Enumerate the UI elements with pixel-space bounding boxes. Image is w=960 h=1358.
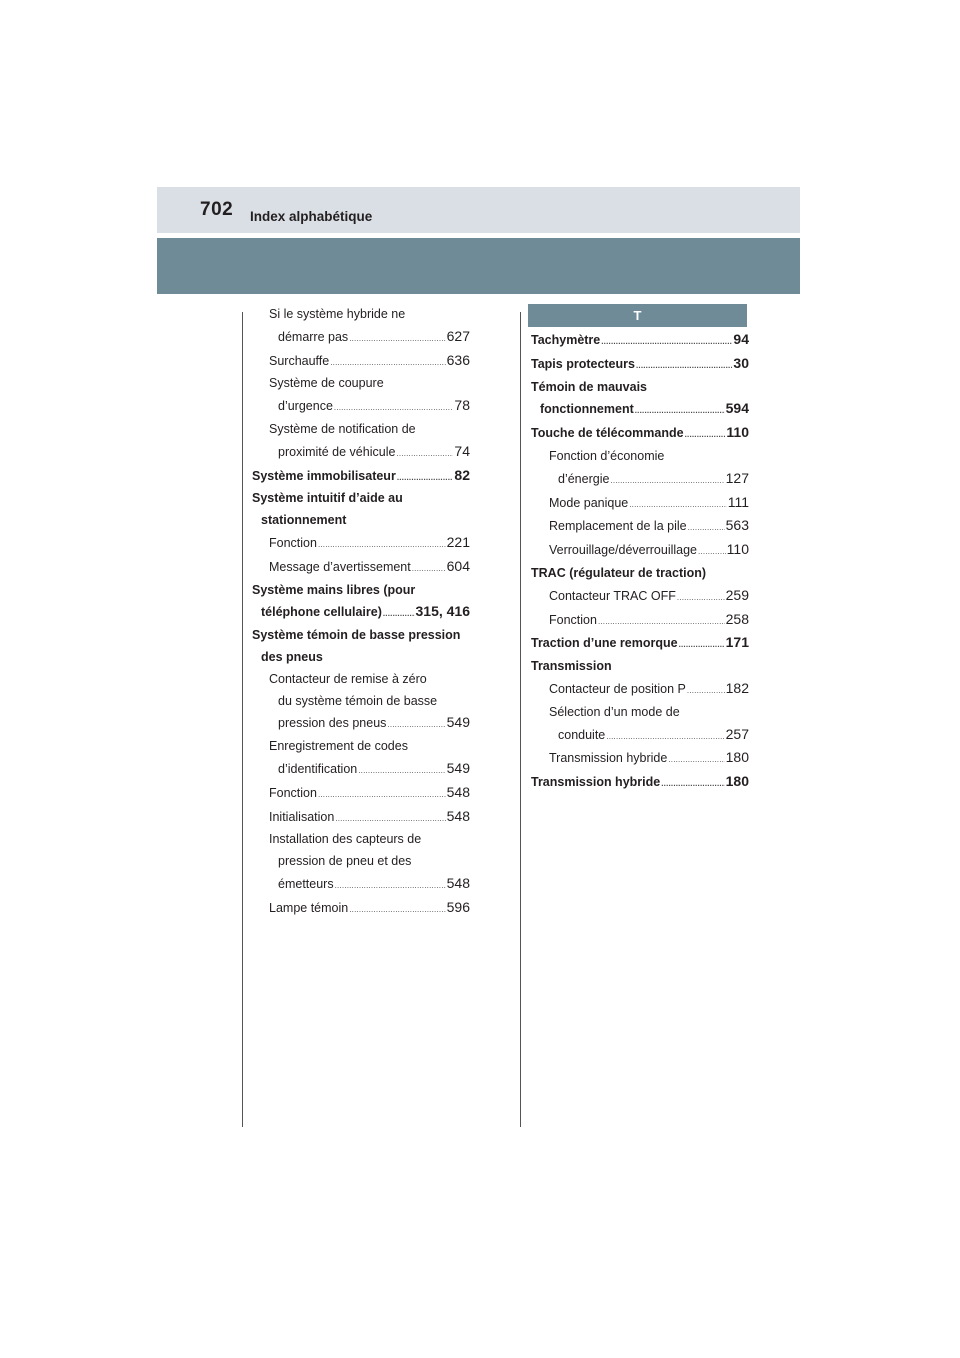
index-entry: d’urgence ..... 78 [252, 395, 470, 419]
index-entry: Transmission hybride ..... 180 [531, 747, 749, 771]
index-column-left [252, 304, 470, 921]
index-entry-line: Système de notification de [269, 421, 416, 436]
index-entry-line: pression de pneu et des [278, 854, 412, 869]
index-entry: Initialisation ..... 548 [252, 806, 470, 830]
index-entry: Fonction ..... 221 [252, 532, 470, 556]
right-column-rule [520, 312, 521, 1127]
index-entry: Mode panique ..... 111 [531, 492, 749, 516]
index-entry-line: Contacteur de remise à zéro [269, 671, 427, 686]
index-entry: démarre pas ..... 627 [252, 326, 470, 350]
index-entry-main: Traction d’une remorque ..... 171 [531, 632, 749, 656]
index-entry: proximité de véhicule ..... 74 [252, 441, 470, 465]
index-entry-line: Sélection d’un mode de [549, 704, 680, 719]
index-entry-line: Si le système hybride ne [269, 307, 406, 321]
index-entry-main-line: des pneus [261, 649, 323, 664]
index-entry: Fonction ..... 258 [531, 609, 749, 633]
index-entry-main: Tapis protecteurs ..... 30 [531, 353, 749, 377]
index-column-right [531, 304, 749, 795]
index-entry-main: Touche de télécommande ..... 110 [531, 422, 749, 446]
index-entry: Message d’avertissement ..... 604 [252, 556, 470, 580]
index-entry: pression des pneus ..... 549 [252, 712, 470, 736]
index-entry: Contacteur TRAC OFF ..... 259 [531, 585, 749, 609]
index-entry: d’identification ..... 549 [252, 758, 470, 782]
index-entry: émetteurs ..... 548 [252, 873, 470, 897]
index-entry: Verrouillage/déverrouillage ..... 110 [531, 539, 749, 563]
left-column-rule [242, 312, 243, 1127]
index-entry-line: du système témoin de basse [278, 693, 438, 708]
index-entry-main-line: Témoin de mauvais [531, 379, 648, 394]
index-entry-line: Système de coupure [269, 376, 384, 391]
index-entry: d’énergie ..... 127 [531, 468, 749, 492]
index-entry: Surchauffe ..... 636 [252, 350, 470, 374]
index-entry: Lampe témoin ..... 596 [252, 897, 470, 921]
index-entry-line: Enregistrement de codes [269, 739, 408, 754]
index-entry-main-line: Système témoin de basse pression [252, 628, 461, 643]
index-entry-main-line: Système mains libres (pour [252, 582, 416, 597]
index-entry: conduite ..... 257 [531, 724, 749, 748]
index-entry-main-line: TRAC (régulateur de traction) [531, 565, 707, 580]
index-entry-line: Installation des capteurs de [269, 832, 422, 847]
index-entry-main: Tachymètre ..... 94 [531, 329, 749, 353]
index-entry-line: Fonction d’économie [549, 448, 665, 463]
index-entry: Fonction ..... 548 [252, 782, 470, 806]
index-entry-main: Système immobilisateur ..... 82 [252, 465, 470, 489]
index-entry: Contacteur de position P ..... 182 [531, 678, 749, 702]
index-entry-main: fonctionnement ..... 594 [531, 398, 749, 422]
section-band [157, 238, 800, 294]
index-entry-main: Transmission hybride ..... 180 [531, 771, 749, 795]
index-entry-main-line: stationnement [261, 513, 347, 528]
index-entry: Remplacement de la pile ..... 563 [531, 515, 749, 539]
index-entry-main-line: Transmission [531, 659, 612, 674]
header-title: Index alphabétique [250, 209, 373, 224]
section-letter: T [528, 304, 747, 327]
page-number: 702 [200, 199, 234, 220]
index-entry-main: téléphone cellulaire) ..... 315, 416 [252, 601, 470, 625]
index-entry-main-line: Système intuitif d’aide au [252, 491, 403, 506]
